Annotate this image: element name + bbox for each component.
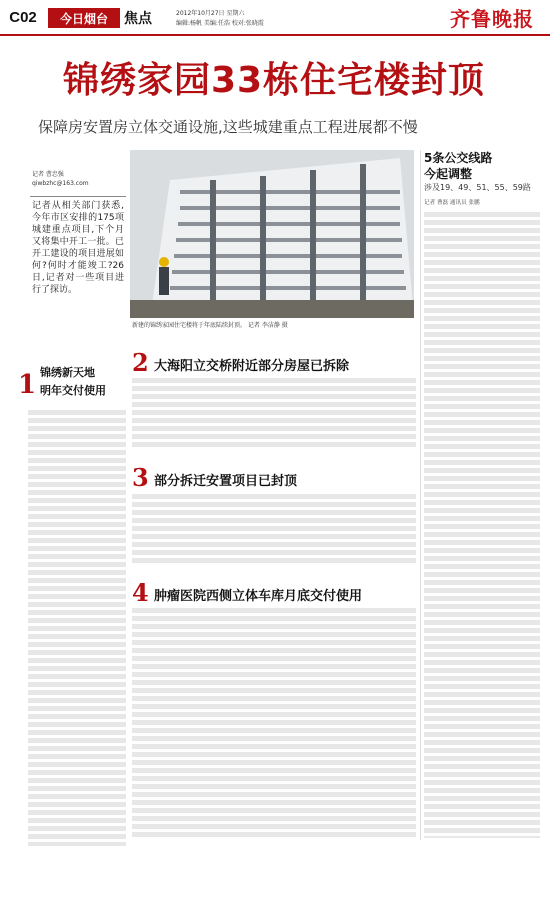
headline: 锦绣家园33栋住宅楼封顶: [62, 60, 486, 101]
subheadline: 保障房安置房立体交通设施,这些城建重点工程进展都不慢: [38, 118, 418, 136]
section-4-number: 4: [132, 578, 149, 607]
section-3-title: 部分拆迁安置项目已封顶: [154, 474, 298, 489]
section-1-body-text: [28, 410, 126, 846]
sidebar-title-b: 今起调整: [424, 167, 473, 181]
byline-reporter: 记者 曹忠强: [32, 171, 64, 178]
photo-caption: 新建的锦绣家园住宅楼将于年底陆续封顶。 记者 李洁静 摄: [132, 322, 288, 329]
header-editors: 编辑:杨帆 美编:任浩 校对:张晓霞: [176, 20, 264, 27]
sidebar-title: [424, 150, 534, 182]
page-header: [0, 0, 550, 44]
byline-email: qiwbzhc@163.com: [32, 180, 89, 187]
section-3-body-text: [132, 494, 416, 564]
building-photo: [130, 150, 414, 318]
section-tag: 今日烟台: [48, 8, 120, 28]
section-1-title-b: 明年交付使用: [40, 384, 106, 397]
section-1-number: 1: [18, 370, 37, 400]
sidebar-title-a: 5条公交线路: [424, 151, 493, 165]
header-divider: [0, 34, 550, 36]
section-4-title: 肿瘤医院西侧立体车库月底交付使用: [154, 589, 363, 604]
sidebar-body-text: [424, 212, 540, 838]
header-date: 2012年10月27日 星期六: [176, 10, 245, 17]
section-3-number: 3: [132, 463, 149, 492]
byline: [32, 170, 122, 188]
building-photo-illustration: [130, 150, 414, 318]
brand-logo: 齐鲁晚报: [450, 7, 534, 31]
section-2-number: 2: [132, 348, 149, 377]
section-4-body-text: [132, 608, 416, 838]
lead-paragraph: 记者从相关部门获悉,今年市区安排的175项城建重点项目,下个月又将集中开工一批。已开工建设的项目进展如何?何时才能竣工?26日,记者对一些项目进行了探访。: [32, 201, 124, 295]
section-1-heading: [40, 364, 130, 400]
sidebar-divider: [420, 150, 421, 840]
lead-divider: [30, 196, 126, 197]
section-2-title: 大海阳立交桥附近部分房屋已拆除: [154, 359, 350, 374]
sidebar-byline: 记者 曹磊 通讯员 张鹏: [424, 200, 480, 206]
page-number: C02: [9, 8, 37, 26]
header-meta: [176, 9, 316, 29]
section-name: 焦点: [124, 11, 152, 27]
section-1-title-a: 锦绣新天地: [40, 366, 95, 379]
sidebar-subtitle: 涉及19、49、51、55、59路: [424, 183, 531, 192]
section-2-body-text: [132, 378, 416, 448]
